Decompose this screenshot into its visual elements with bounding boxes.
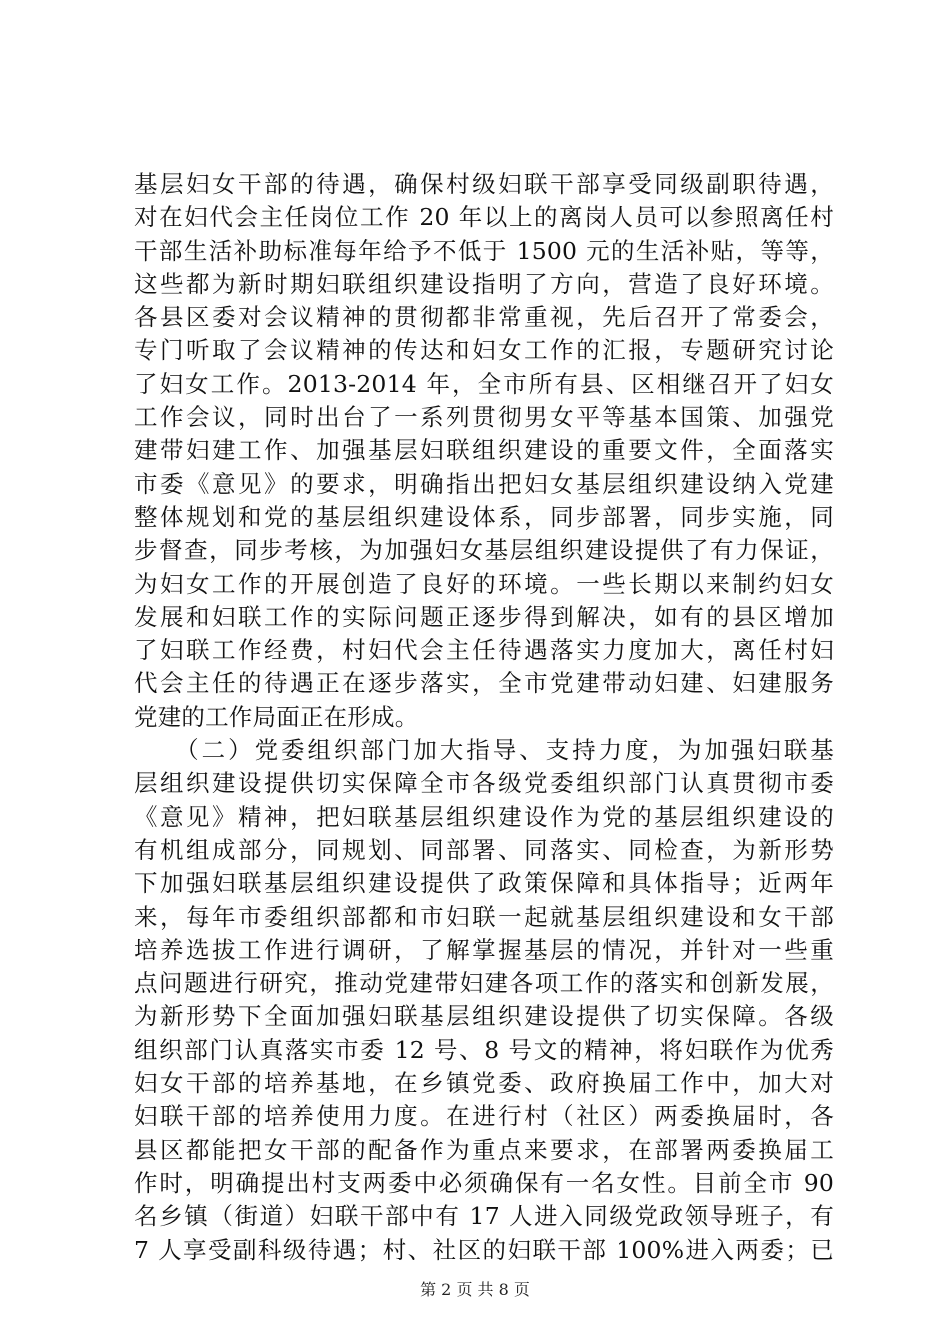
text-line: 代会主任的待遇正在逐步落实，全市党建带动妇建、妇建服务 <box>134 669 834 698</box>
text-line: 干部生活补助标准每年给予不低于 1500 元的生活补贴，等等， <box>134 236 834 265</box>
text-line: 为新形势下全面加强妇联基层组织建设提供了切实保障。各级 <box>134 1002 834 1031</box>
text-line: 市委《意见》的要求，明确指出把妇女基层组织建设纳入党建 <box>134 469 834 498</box>
text-line: 来，每年市委组织部都和市妇联一起就基层组织建设和女干部 <box>134 902 834 931</box>
text-line: 妇女干部的培养基地，在乡镇党委、政府换届工作中，加大对 <box>134 1069 834 1098</box>
text-line: 对在妇代会主任岗位工作 20 年以上的离岗人员可以参照离任村 <box>134 203 834 232</box>
body-text <box>134 168 834 1267</box>
text-line: 点问题进行研究，推动党建带妇建各项工作的落实和创新发展， <box>134 969 834 998</box>
text-line: （二）党委组织部门加大指导、支持力度，为加强妇联基 <box>134 736 834 765</box>
text-line: 作时，明确提出村支两委中必须确保有一名女性。目前全市 90 <box>134 1168 834 1197</box>
text-line: 发展和妇联工作的实际问题正逐步得到解决，如有的县区增加 <box>134 602 834 631</box>
text-line: 基层妇女干部的待遇，确保村级妇联干部享受同级副职待遇， <box>134 170 834 198</box>
text-line: 整体规划和党的基层组织建设体系，同步部署，同步实施，同 <box>134 502 834 531</box>
text-line: 有机组成部分，同规划、同部署、同落实、同检查，为新形势 <box>134 835 834 864</box>
text-line: 名乡镇（街道）妇联干部中有 17 人进入同级党政领导班子，有 <box>134 1202 834 1231</box>
text-line: 步督查，同步考核，为加强妇女基层组织建设提供了有力保证， <box>134 536 834 565</box>
text-line: 为妇女工作的开展创造了良好的环境。一些长期以来制约妇女 <box>134 569 834 598</box>
text-line: 《意见》精神，把妇联基层组织建设作为党的基层组织建设的 <box>134 802 834 831</box>
text-line: 了妇女工作。2013-2014 年，全市所有县、区相继召开了妇女 <box>134 369 834 398</box>
text-line: 了妇联工作经费，村妇代会主任待遇落实力度加大，离任村妇 <box>134 636 834 665</box>
text-line: 这些都为新时期妇联组织建设指明了方向，营造了良好环境。 <box>134 269 834 298</box>
text-line: 妇联干部的培养使用力度。在进行村（社区）两委换届时，各 <box>134 1102 834 1131</box>
text-line: 工作会议，同时出台了一系列贯彻男女平等基本国策、加强党 <box>134 403 834 432</box>
text-line: 组织部门认真落实市委 12 号、8 号文的精神，将妇联作为优秀 <box>134 1035 834 1064</box>
text-line: 培养选拔工作进行调研，了解掌握基层的情况，并针对一些重 <box>134 935 834 964</box>
text-line: 专门听取了会议精神的传达和妇女工作的汇报，专题研究讨论 <box>134 336 834 365</box>
text-line: 党建的工作局面正在形成。 <box>134 702 419 731</box>
text-line: 层组织建设提供切实保障全市各级党委组织部门认真贯彻市委 <box>134 769 834 798</box>
text-line: 7 人享受副科级待遇；村、社区的妇联干部 100%进入两委；已 <box>134 1235 834 1264</box>
page-footer: 第 2 页 共 8 页 <box>420 1280 530 1299</box>
text-line: 建带妇建工作、加强基层妇联组织建设的重要文件，全面落实 <box>134 436 834 465</box>
text-line: 下加强妇联基层组织建设提供了政策保障和具体指导；近两年 <box>134 869 834 898</box>
text-line: 县区都能把女干部的配备作为重点来要求，在部署两委换届工 <box>134 1135 834 1164</box>
text-line: 各县区委对会议精神的贯彻都非常重视，先后召开了常委会， <box>134 303 834 332</box>
